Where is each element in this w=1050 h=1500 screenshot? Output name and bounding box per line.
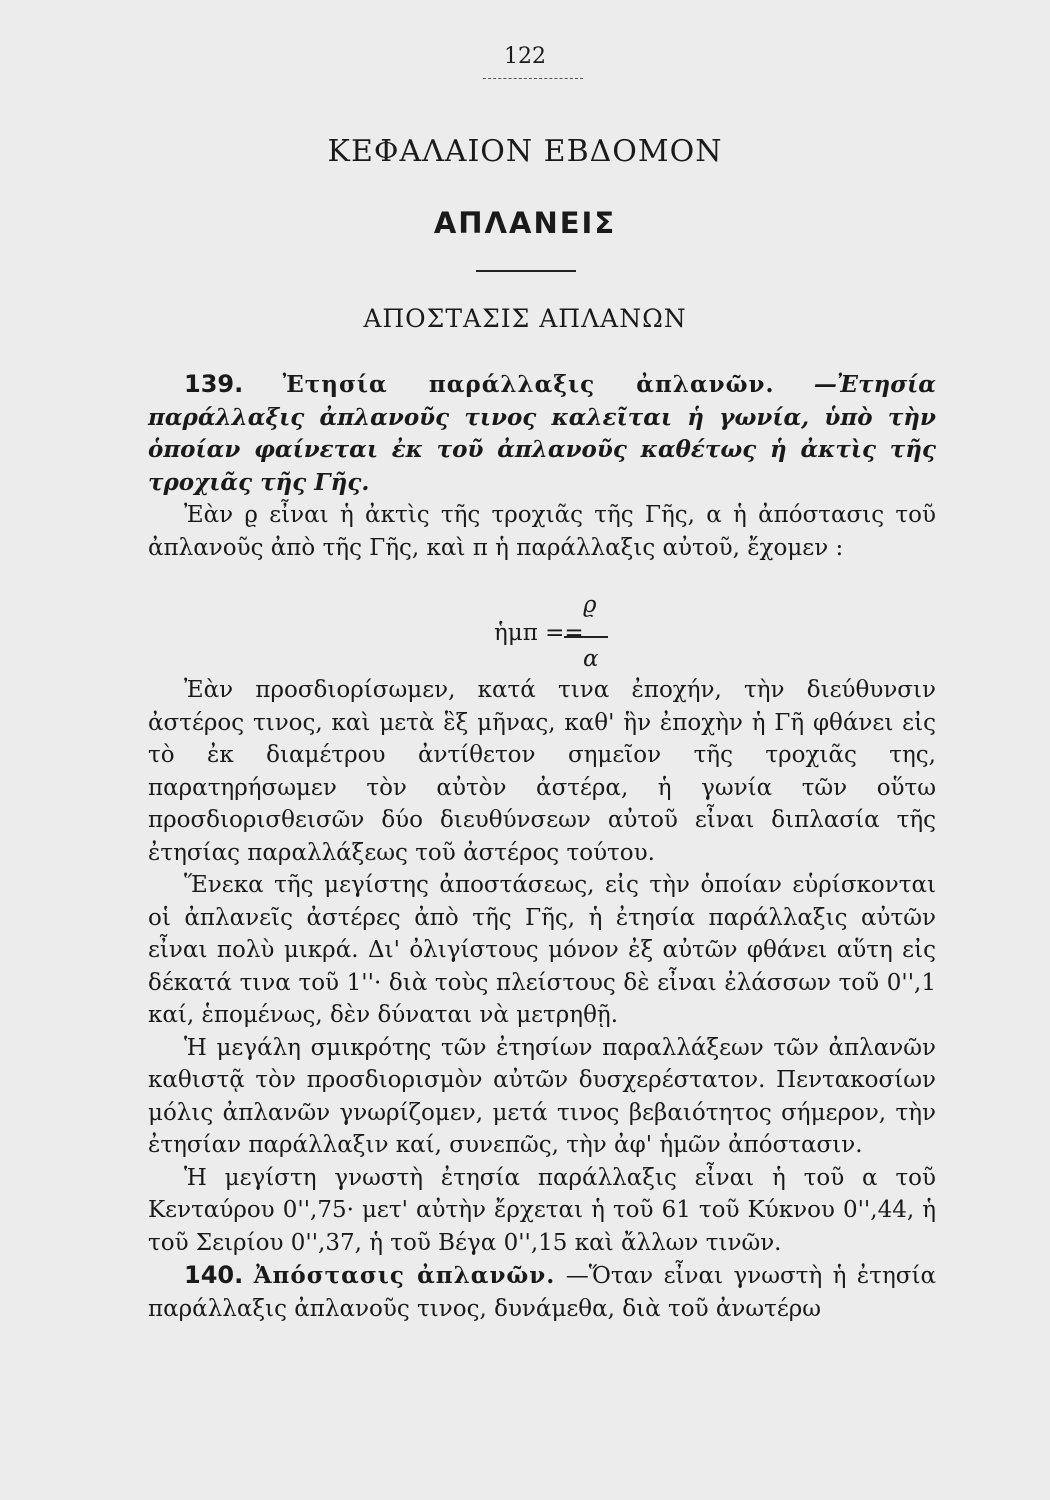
formula-numerator: ϱ xyxy=(583,592,597,618)
section-title: ΑΠΟΣΤΑΣΙΣ ΑΠΛΑΝΩΝ xyxy=(363,304,687,333)
paragraph-number-139: 139. xyxy=(184,370,244,398)
chapter-title: ΚΕΦΑΛΑΙΟΝ ΕΒΔΟΜΟΝ xyxy=(327,134,723,169)
title-divider xyxy=(476,270,576,272)
page-number: 122 xyxy=(504,44,546,69)
paragraph-direction: Ἐὰν προσδιορίσωμεν, κατά τινα ἐποχήν, τὴν διεύθυνσιν ἀστέρος τινος, καὶ μετὰ ἓξ μῆνας, καθ' ἣν ἐποχὴν ἡ Γῆ φθάνει εἰς τὸ ἐκ διαμέτρου ἀντίθετον σημεῖον τῆς τροχιᾶς της, παρατηρήσωμεν τὸν αὐτὸν ἀστέρα, ἡ γωνία τῶν οὕτω προσδιορισθεισῶν δύο διευθύνσεων αὐτοῦ εἶναι διπλασία τῆς ἐτησίας παραλλάξεως τοῦ ἀστέρος τούτου. xyxy=(148,677,936,866)
paragraph-small-parallax: Ἕνεκα τῆς μεγίστης ἀποστάσεως, εἰς τὴν ὁποίαν εὑρίσκονται οἱ ἀπλανεῖς ἀστέρες ἀπὸ τῆς Γῆς, ἡ ἐτησία παράλλαξις αὐτῶν εἶναι πολὺ μικρά. Δι' ὀλιγίστους μόνον ἐξ αὐτῶν φθάνει αὕτη εἰς δέκατά τινα τοῦ 1''· διὰ τοὺς πλείστους δὲ εἶναι ἐλάσσων τοῦ 0'',1 καί, ἑπομένως, δὲν δύναται νὰ μετρηθῇ. xyxy=(148,872,936,1028)
text-block-top xyxy=(148,368,936,564)
paragraph-139 xyxy=(148,368,936,499)
text-block-body xyxy=(148,674,936,1325)
formula-denominator: α xyxy=(583,646,599,672)
formula-lhs: ἡμπ == xyxy=(494,620,584,646)
fraction-bar xyxy=(564,636,608,638)
paragraph-heading-139: Ἐτησία παράλλαξις ἀπλανῶν. xyxy=(282,371,775,398)
paragraph-largest-parallax: Ἡ μεγίστη γνωστὴ ἐτησία παράλλαξις εἶναι ἡ τοῦ α τοῦ Κενταύρου 0'',75· μετ' αὐτὴν ἔρχεται ἡ τοῦ 61 τοῦ Κύκνου 0'',44, ἡ τοῦ Σειρίου 0'',37, ἡ τοῦ Βέγα 0'',15 καὶ ἄλλων τινῶν. xyxy=(148,1164,936,1256)
parallax-formula xyxy=(480,592,640,678)
paragraph-formula-intro: Ἐὰν ϱ εἶναι ἡ ἀκτὶς τῆς τροχιᾶς τῆς Γῆς, α ἡ ἀπόστασις τοῦ ἀπλανοῦς ἀπὸ τῆς Γῆς, καὶ π ἡ παράλλαξις αὐτοῦ, ἔχομεν : xyxy=(148,502,936,561)
paragraph-140 xyxy=(148,1259,936,1325)
paragraph-number-140: 140. xyxy=(184,1261,244,1289)
paragraph-difficulty: Ἡ μεγάλη σμικρότης τῶν ἐτησίων παραλλάξεων τῶν ἀπλανῶν καθιστᾷ τὸν προσδιορισμὸν αὐτῶν δυσχερέστατον. Πεντακοσίων μόλις ἀπλανῶν γνωρίζομεν, μετά τινος βεβαιότητος σήμερον, τὴν ἐτησίαν παράλλαξιν καί, συνεπῶς, τὴν ἀφ' ἡμῶν ἀπόστασιν. xyxy=(148,1034,936,1158)
definition-text: —Ἐτησία παράλλαξις ἀπλανοῦς τινος καλεῖται ἡ γωνία, ὑπὸ τὴν ὁποίαν φαίνεται ἐκ τοῦ ἀπλανοῦς καθέτως ἡ ἀκτὶς τῆς τροχιᾶς τῆς Γῆς. xyxy=(148,371,937,496)
paragraph-140-text: —Ὅταν εἶναι γνωστὴ ἡ ἐτησία παράλλαξις ἀπλανοῦς τινος, δυνάμεθα, διὰ τοῦ ἀνωτέρω xyxy=(148,1263,937,1322)
page-number-rule xyxy=(483,78,583,79)
paragraph-heading-140: Ἀπόστασις ἀπλανῶν. xyxy=(253,1262,556,1289)
chapter-subtitle: ΑΠΛΑΝΕΙΣ xyxy=(433,206,617,240)
